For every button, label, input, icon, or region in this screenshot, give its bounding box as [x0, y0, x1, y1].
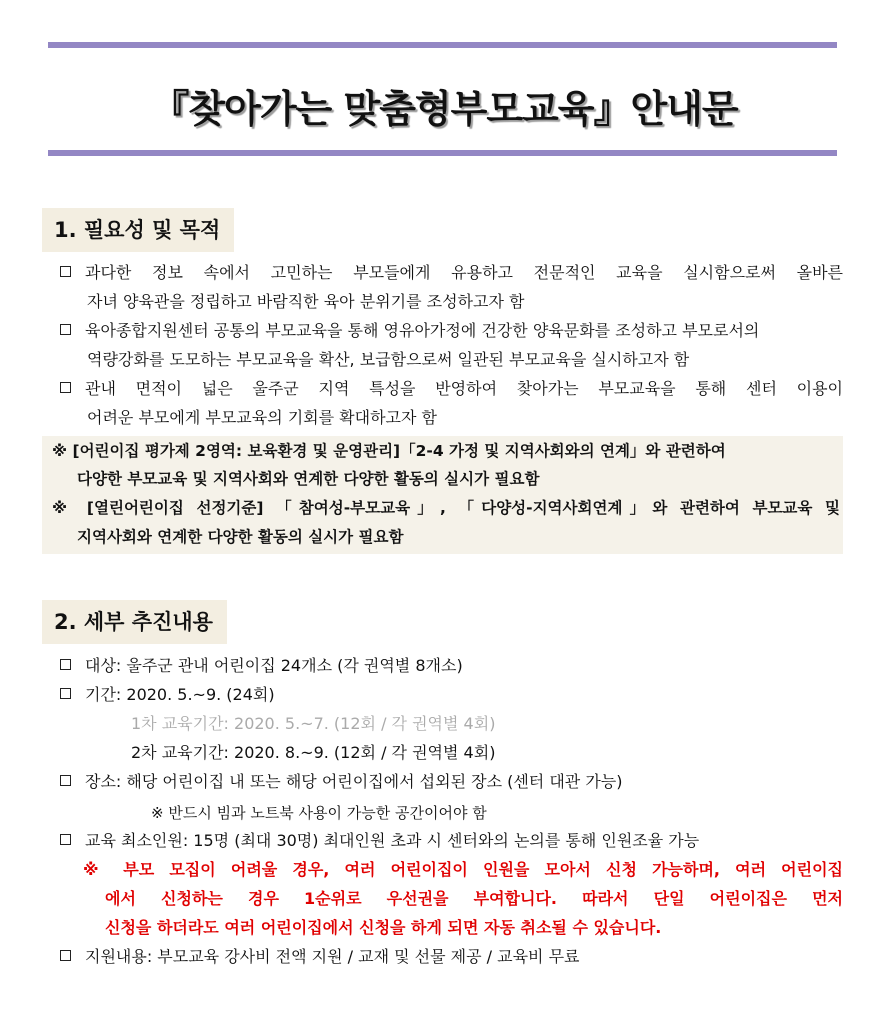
note-2-line2: 지역사회와 연계한 다양한 활동의 실시가 필요함 [77, 528, 404, 546]
note-1-line2: 다양한 부모교육 및 지역사회와 연계한 다양한 활동의 실시가 필요함 [77, 470, 540, 488]
warning-line3: 신청을 하더라도 여러 어린이집에서 신청을 하게 되면 자동 취소될 수 있습니다. [105, 918, 662, 937]
target-line: 대상: 울주군 관내 어린이집 24개소 (각 권역별 8개소) [60, 652, 843, 680]
support-line: 지원내용: 부모교육 강사비 전액 지원 / 교재 및 선물 제공 / 교육비 무료 [60, 943, 843, 971]
period-2-line: 2차 교육기간: 2020. 8.~9. (12회 / 각 권역별 4회) [131, 743, 496, 762]
period-line: 기간: 2020. 5.~9. (24회) [60, 681, 843, 709]
checkbox-square-icon [60, 266, 71, 277]
note-2-line1: ※ [열린어린이집 선정기준] 「참여성-부모교육」, 「다양성-지역사회연계」와 관련하여 부모교육 및 [52, 499, 840, 517]
top-rule [48, 42, 837, 48]
section1-item-1-line2: 자녀 양육관을 정립하고 바람직한 육아 분위기를 조성하고자 함 [87, 292, 525, 311]
section2-heading: 2. 세부 추진내용 [42, 600, 227, 644]
place-note: ※ 반드시 빔과 노트북 사용이 가능한 공간이어야 함 [151, 804, 487, 822]
checkbox-square-icon [60, 775, 71, 786]
period-1-line: 1차 교육기간: 2020. 5.~7. (12회 / 각 권역별 4회) [131, 714, 496, 733]
section1-item-3-line1: 관내 면적이 넓은 울주군 지역 특성을 반영하여 찾아가는 부모교육을 통해 센터 이용이 [60, 375, 843, 403]
checkbox-square-icon [60, 950, 71, 961]
checkbox-square-icon [60, 324, 71, 335]
checkbox-square-icon [60, 834, 71, 845]
warning-line2: 에서 신청하는 경우 1순위로 우선권을 부여합니다. 따라서 단일 어린이집은 먼저 [105, 889, 843, 908]
checkbox-square-icon [60, 659, 71, 670]
section1-item-2-line1: 육아종합지원센터 공통의 부모교육을 통해 영유아가정에 건강한 양육문화를 조성하고 부모로서의 [60, 317, 843, 345]
place-line: 장소: 해당 어린이집 내 또는 해당 어린이집에서 섭외된 장소 (센터 대관 가능) [60, 768, 843, 796]
page-title: 『찾아가는 맞춤형부모교육』안내문 [151, 87, 738, 131]
warning-line1: ※ 부모 모집이 어려울 경우, 여러 어린이집이 인원을 모아서 신청 가능하며, 여러 어린이집 [83, 860, 844, 879]
bottom-title-rule [48, 150, 837, 156]
section1-heading: 1. 필요성 및 목적 [42, 208, 234, 252]
checkbox-square-icon [60, 688, 71, 699]
checkbox-square-icon [60, 382, 71, 393]
section1-item-3-line2: 어려운 부모에게 부모교육의 기회를 확대하고자 함 [87, 408, 438, 427]
min-people-line: 교육 최소인원: 15명 (최대 30명) 최대인원 초과 시 센터와의 논의를 통해 인원조율 가능 [60, 827, 843, 855]
section1-item-2-line2: 역량강화를 도모하는 부모교육을 확산, 보급함으로써 일관된 부모교육을 실시하고자 함 [87, 350, 690, 369]
note-1-line1: ※ [어린이집 평가제 2영역: 보육환경 및 운영관리]「2-4 가정 및 지역사회와의 연계」와 관련하여 [52, 442, 726, 460]
section1-item-1-line1: 과다한 정보 속에서 고민하는 부모들에게 유용하고 전문적인 교육을 실시함으로써 올바른 [60, 259, 843, 287]
